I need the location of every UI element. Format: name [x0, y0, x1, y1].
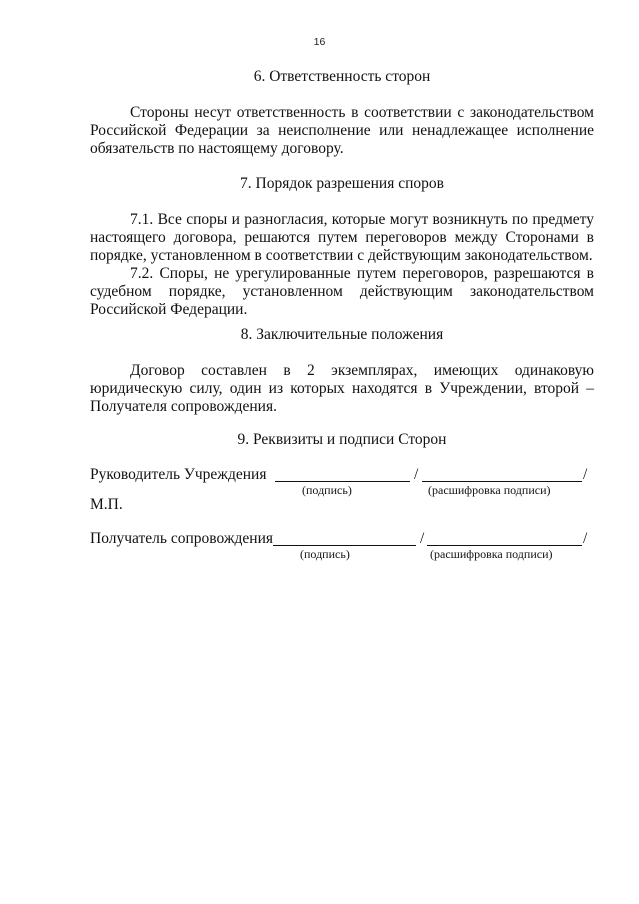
section-7-2-line-1: 7.2. Споры, не урегулированные путем переговоров, разрешаются в — [130, 265, 594, 282]
section-9-title: 9. Реквизиты и подписи Сторон — [237, 431, 447, 448]
section-6-line-2: Российской Федерации за неисполнение или ненадлежащее исполнение — [90, 122, 594, 139]
section-6-line-3: обязательств по настоящему договору. — [90, 140, 344, 157]
section-7-1-line-2: настоящего договора, решаются путем переговоров между Сторонами в — [90, 229, 594, 246]
section-8-line-2: юридическую силу, один из которых находятся в Учреждении, второй – — [90, 380, 594, 397]
section-8-title: 8. Заключительные положения — [240, 326, 444, 343]
recipient-signature-caption: (подпись) — [300, 547, 350, 561]
recipient-slash-open: / — [420, 530, 425, 547]
section-6-paragraph — [90, 104, 594, 158]
section-6-line-1: Стороны несут ответственность в соответствии с законодательством — [130, 104, 594, 121]
head-signature-decoding-line[interactable] — [422, 481, 582, 482]
section-6-title: 6. Ответственность сторон — [253, 68, 431, 85]
head-of-institution-label: Руководитель Учреждения — [90, 466, 267, 483]
section-8-paragraph — [90, 362, 594, 416]
section-7-1-line-3: порядке, установленном в соответствии с действующим законодательством. — [90, 247, 593, 264]
head-signature-line[interactable] — [275, 481, 410, 482]
section-7-2-line-3: Российской Федерации. — [90, 301, 248, 318]
section-7-paragraph-1 — [90, 211, 594, 265]
section-8-line-1: Договор составлен в 2 экземплярах, имеющих одинаковую — [130, 362, 594, 379]
recipient-decoding-caption: (расшифровка подписи) — [430, 547, 553, 561]
head-slash-close: / — [583, 466, 588, 483]
recipient-slash-close: / — [583, 530, 588, 547]
section-7-title: 7. Порядок разрешения споров — [240, 175, 444, 192]
section-8-line-3: Получателя сопровождения. — [90, 398, 277, 415]
section-7-1-line-1: 7.1. Все споры и разногласия, которые могут возникнуть по предмету — [130, 211, 594, 228]
head-slash-open: / — [414, 466, 419, 483]
stamp-place-label: М.П. — [90, 496, 123, 513]
head-decoding-caption: (расшифровка подписи) — [428, 483, 551, 497]
section-7-2-line-2: судебном порядке, установленном действующим законодательством — [90, 283, 594, 300]
page-number: 16 — [313, 36, 326, 48]
recipient-signature-decoding-line[interactable] — [427, 545, 582, 546]
head-signature-caption: (подпись) — [302, 483, 352, 497]
recipient-label: Получатель сопровождения — [90, 530, 274, 547]
recipient-signature-line[interactable] — [273, 545, 416, 546]
section-7-paragraph-2 — [90, 265, 594, 319]
